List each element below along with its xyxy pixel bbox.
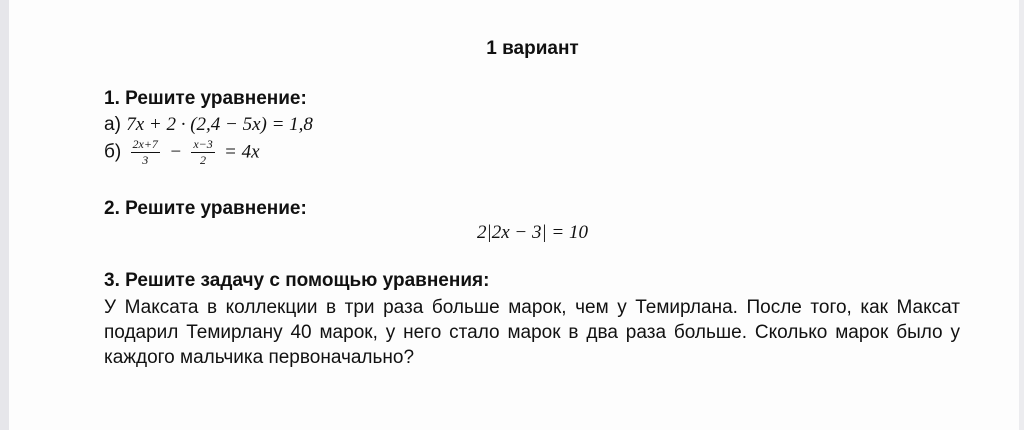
task1-equation-b [104, 138, 260, 167]
task1-b-label: б) [104, 141, 122, 163]
task1-heading: 1. Решите уравнение: [104, 88, 307, 109]
fraction-1-numerator: 2x+7 [132, 137, 158, 151]
fraction-1-denominator: 3 [142, 153, 149, 167]
task1-equation-a [104, 114, 313, 136]
fraction-2-numerator: x−3 [193, 137, 213, 151]
fraction-2-denominator: 2 [200, 153, 207, 167]
task3-problem-text: У Максата в коллекции в три раза больше марок, чем у Темирлана. После того, как Максат подарил Темирлану 40 марок, у него стало марок в два раза больше. Сколько марок было у каждого мальчика первоначально? [104, 297, 960, 368]
task1-a-label: а) [104, 114, 121, 135]
task2-heading: 2. Решите уравнение: [104, 198, 307, 219]
fraction-2 [191, 138, 214, 167]
task2-equation: 2|2x − 3| = 10 [476, 222, 589, 243]
variant-title: 1 вариант [486, 38, 579, 59]
task1-b-rhs: = 4x [224, 141, 260, 163]
minus-sign: − [169, 141, 183, 163]
fraction-1 [131, 138, 160, 167]
task3-heading: 3. Решите задачу с помощью уравнения: [104, 270, 490, 291]
task1-a-equation: 7x + 2 · (2,4 − 5x) = 1,8 [126, 114, 313, 135]
